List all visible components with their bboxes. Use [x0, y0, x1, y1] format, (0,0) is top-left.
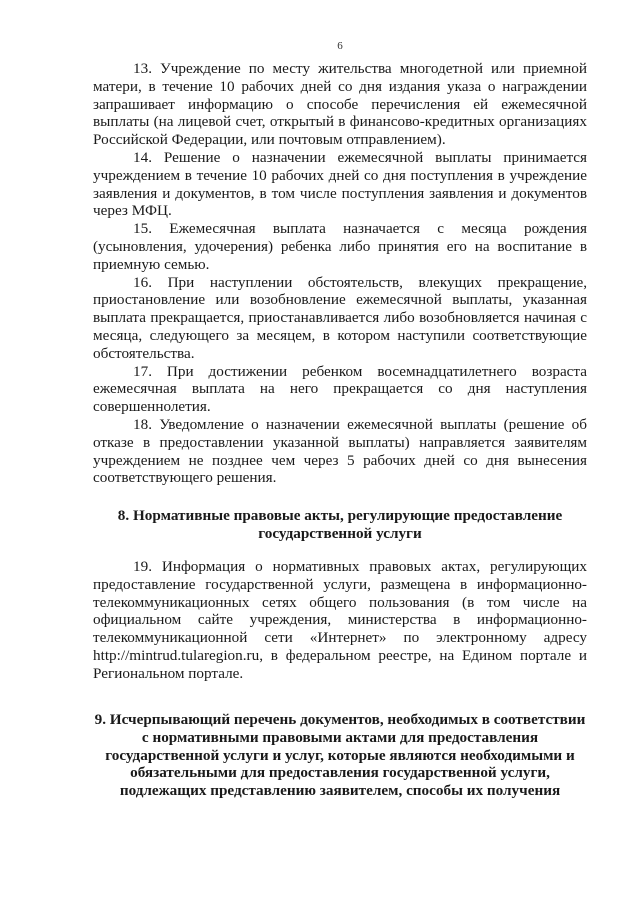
paragraph-18: 18. Уведомление о назначении ежемесячной выплаты (решение об отказе в предоставлении указанной выплаты) направляется заявителям учреждением не позднее чем через 5 рабочих дней со дня вынесения соответствующего решения.	[93, 415, 587, 487]
paragraph-13: 13. Учреждение по месту жительства многодетной или приемной матери, в течение 10 рабочих дней со дня издания указа о награждении запрашивает информацию о способе перечисления ей ежемесячной выплаты (на лицевой счет, открытый в финансово-кредитных организациях Российской Федерации, или почтовым отправлением).	[93, 60, 587, 149]
paragraph-19-block	[93, 558, 587, 683]
section-8-heading: 8. Нормативные правовые акты, регулирующие предоставление государственной услуги	[117, 507, 563, 542]
paragraph-15: 15. Ежемесячная выплата назначается с месяца рождения (усыновления, удочерения) ребенка либо принятия его на воспитание в приемную семью.	[93, 220, 587, 273]
paragraph-16: 16. При наступлении обстоятельств, влекущих прекращение, приостановление или возобновление ежемесячной выплаты, указанная выплата прекращается, приостанавливается либо возобновляется начиная с месяца, следующего за месяцем, в котором наступили соответствующие обстоятельства.	[93, 273, 587, 362]
paragraph-14: 14. Решение о назначении ежемесячной выплаты принимается учреждением в течение 10 рабочих дней со дня поступления в учреждение заявления и документов, в том числе поступления заявления и документов через МФЦ.	[93, 148, 587, 220]
section-9-heading: 9. Исчерпывающий перечень документов, необходимых в соответствии с нормативными правовыми актами для предоставления государственной услуги и услуг, которые являются необходимыми и обязательными для предоставления государственной услуги, подлежащих представлению заявителем, способы их получения	[94, 711, 586, 800]
paragraph-19: 19. Информация о нормативных правовых актах, регулирующих предоставление государственной услуги, размещена в информационно-телекоммуникационных сетях общего пользования (в том числе на официальном сайте учреждения, министерства в информационно-телекоммуникационной сети «Интернет» по электронному адресу http://mintrud.tularegion.ru, в федеральном реестре, на Едином портале и Региональном портале.	[93, 558, 587, 682]
page-number: 6	[337, 40, 343, 52]
paragraphs-block	[93, 60, 587, 487]
paragraph-17: 17. При достижении ребенком восемнадцатилетнего возраста ежемесячная выплата на него прекращается со дня наступления совершеннолетия.	[93, 362, 587, 416]
